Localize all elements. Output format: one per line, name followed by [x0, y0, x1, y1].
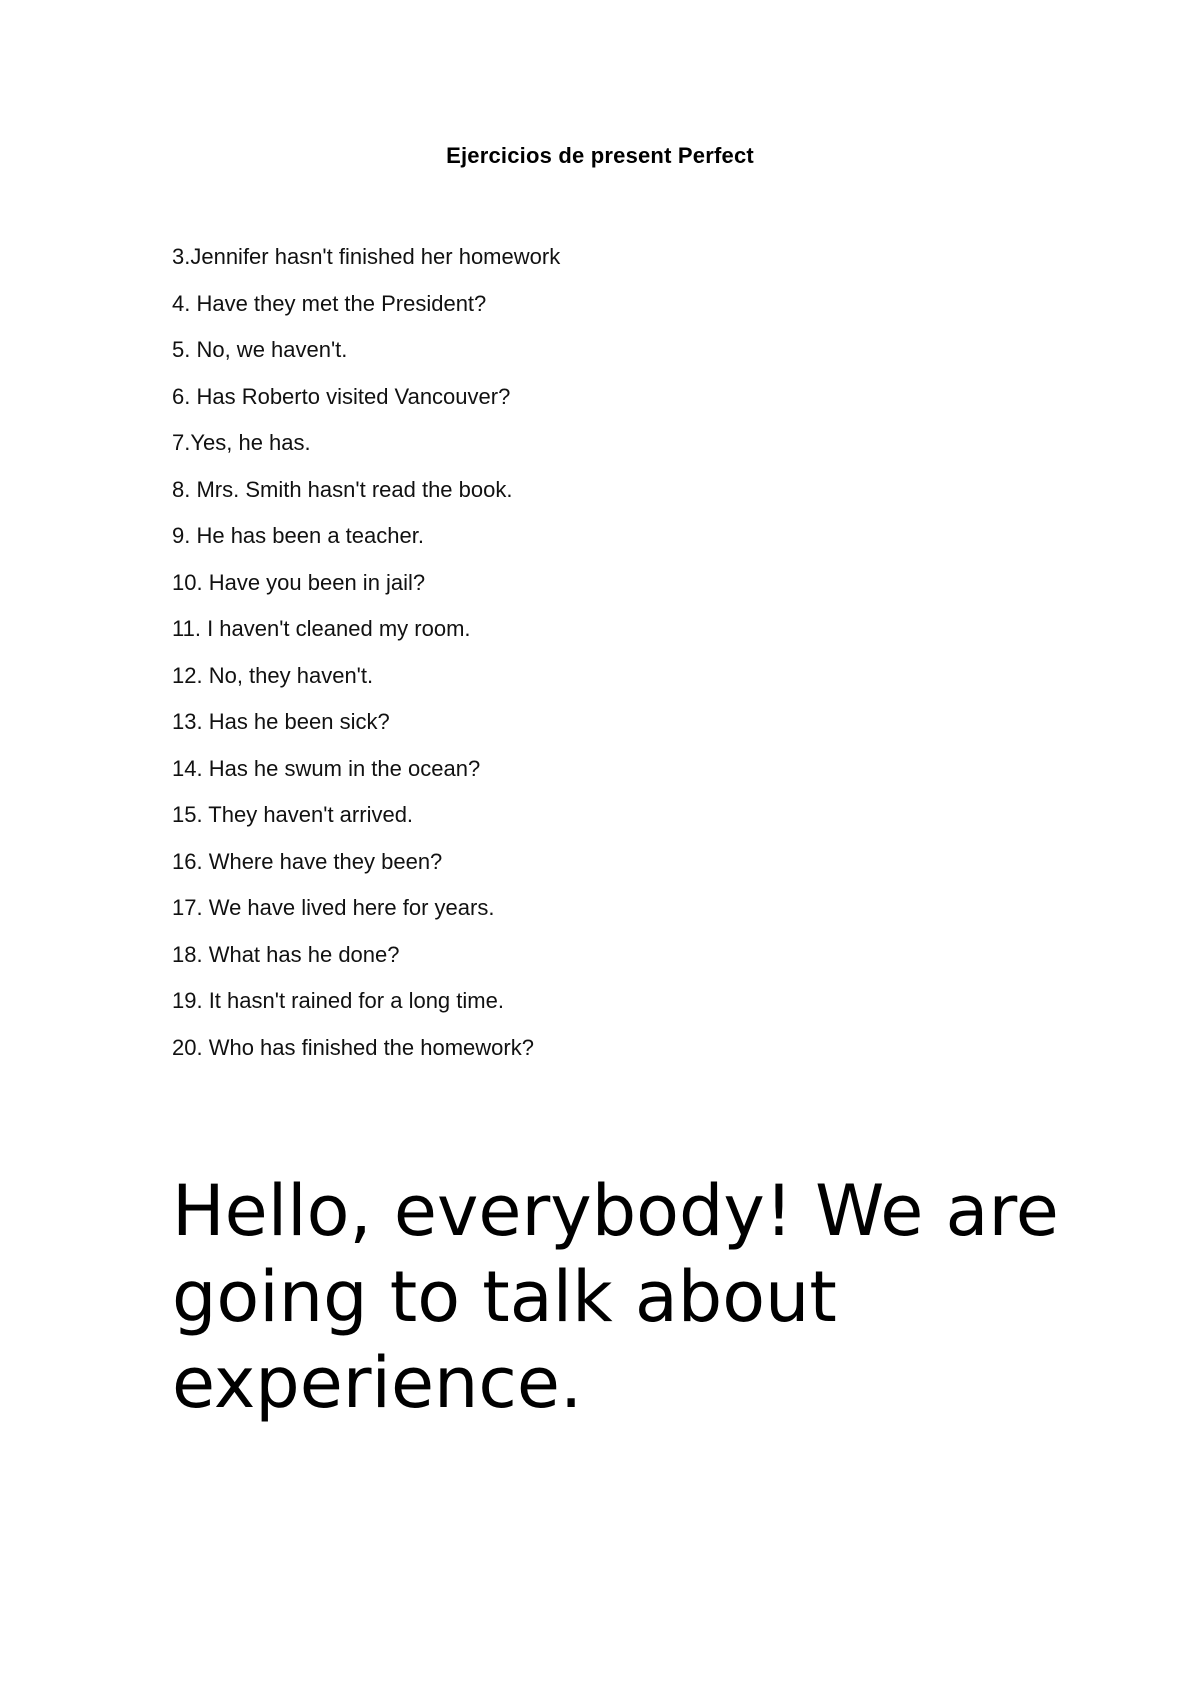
- exercise-item: 20. Who has finished the homework?: [172, 1034, 534, 1060]
- exercise-item: 10. Have you been in jail?: [172, 569, 426, 595]
- exercise-item: 8. Mrs. Smith hasn't read the book.: [172, 476, 513, 502]
- exercise-item: 18. What has he done?: [172, 941, 400, 967]
- document-title: Ejercicios de present Perfect: [446, 143, 754, 168]
- exercise-item: 17. We have lived here for years.: [172, 895, 495, 920]
- exercise-item: 11. I haven't cleaned my room.: [172, 616, 471, 641]
- exercise-item: 3.Jennifer hasn't finished her homework: [172, 244, 561, 269]
- exercise-item: 15. They haven't arrived.: [172, 802, 414, 827]
- exercise-item: 16. Where have they been?: [172, 848, 443, 874]
- exercise-item: 19. It hasn't rained for a long time.: [172, 988, 504, 1013]
- exercise-item: 7.Yes, he has.: [172, 430, 311, 455]
- exercise-item: 12. No, they haven't.: [172, 662, 374, 688]
- exercise-item: 14. Has he swum in the ocean?: [172, 755, 481, 781]
- exercise-item: 9. He has been a teacher.: [172, 523, 424, 548]
- exercise-item: 4. Have they met the President?: [172, 290, 487, 316]
- intro-paragraph: Hello, everybody! We are going to talk about experience.: [172, 1170, 1059, 1424]
- exercise-list: [172, 234, 560, 1071]
- exercise-item: 6. Has Roberto visited Vancouver?: [172, 383, 511, 409]
- exercise-item: 13. Has he been sick?: [172, 709, 390, 734]
- exercise-item: 5. No, we haven't.: [172, 337, 348, 362]
